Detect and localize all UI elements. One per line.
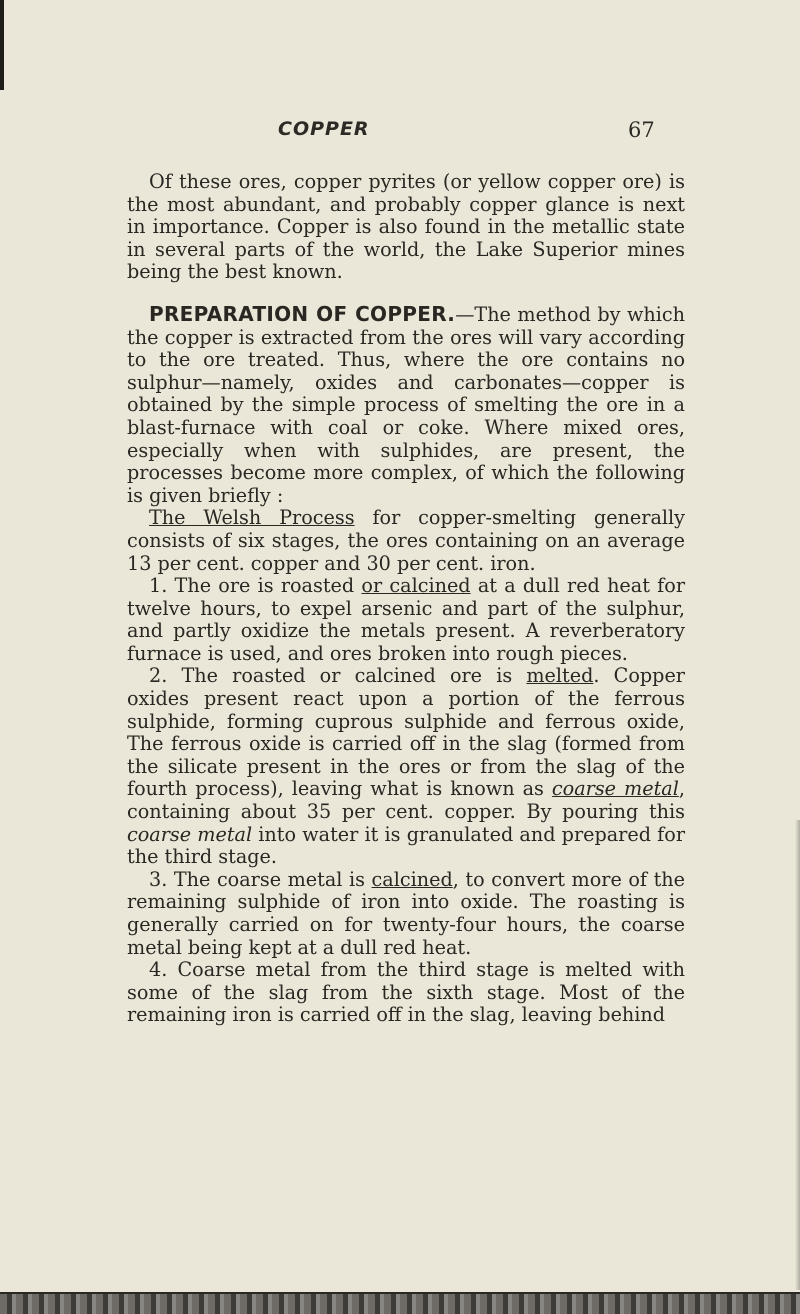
- term-welsh-process: The Welsh Process: [149, 506, 355, 530]
- step-text: . Copper oxides present react upon a portion of the ferrous sulphide, forming cuprous sulphide and ferrous oxide, The ferrous oxide is carried off in the slag (formed from the silicate present in the ores or from the slag of the fourth process), leaving what is known as: [127, 664, 685, 801]
- paragraph-welsh-text: for copper-smelting generally consists of six stages, the ores containing on an average 13 per cent. copper and 30 per cent. iron.: [127, 506, 685, 575]
- section-heading: PREPARATION OF COPPER.: [149, 301, 456, 326]
- page-edge-shadow-right: [795, 820, 800, 1290]
- step-number: 3.: [149, 867, 168, 891]
- step-number: 2.: [149, 664, 168, 688]
- step-text: , to convert more of the remaining sulphide of iron into oxide. The roasting is generally carried on for twenty-four hours, the coarse metal being kept at a dull red heat.: [127, 867, 685, 959]
- paragraph-ores: Of these ores, copper pyrites (or yellow copper ore) is the most abundant, and probably copper glance is next in importance. Copper is also found in the metallic state in several parts of the world, the Lake Superior mines being the best known.: [127, 170, 685, 284]
- step-text: into water it is granulated and prepared for the third stage.: [127, 822, 685, 869]
- step-text: at a dull red heat for twelve hours, to expel arsenic and part of the sulphur, and partly oxidize the metals present. A reverberatory furnace is used, and ores broken into rough pieces.: [127, 574, 685, 665]
- term-melted: melted: [526, 664, 594, 688]
- paragraph-preparation-text: —The method by which the copper is extracted from the ores will vary according to the ore treated. Thus, where the ore contains no sulphur—namely, oxides and carbonates—copper is obtained by the simple process of smelting the ore in a blast-furnace with coal or coke. Where mixed ores, especially when with sulphides, are present, the processes become more complex, of which the following is given briefly :: [127, 302, 686, 507]
- step-text: The ore is roasted: [167, 574, 362, 598]
- step-number: 4.: [149, 958, 168, 982]
- page-body: [127, 171, 685, 1027]
- term-coarse-metal-italic: coarse metal: [127, 822, 253, 846]
- page-number: 67: [628, 118, 655, 142]
- step-3: [127, 869, 685, 959]
- page-header: [0, 118, 800, 148]
- step-4: [127, 959, 685, 1027]
- paragraph-welsh-process: [127, 507, 685, 575]
- running-head: COPPER: [278, 118, 370, 140]
- step-text: The coarse metal is: [167, 867, 372, 891]
- paragraph-preparation: [127, 303, 685, 507]
- term-coarse-metal: coarse metal: [551, 777, 679, 801]
- page-edge-shadow: [0, 0, 4, 90]
- step-text: The roasted or calcined ore is: [167, 664, 527, 688]
- step-text: , containing about 35 per cent. copper. By pouring this: [127, 777, 685, 824]
- term-calcined: or calcined: [361, 574, 471, 598]
- term-calcined-2: calcined: [371, 867, 453, 891]
- step-text: Coarse metal from the third stage is melted with some of the slag from the sixth stage. Most of the remaining iron is carried off in the slag, leaving behind: [127, 958, 685, 1027]
- step-1: [127, 575, 685, 665]
- scan-footer-strip: [0, 1292, 800, 1314]
- step-number: 1.: [149, 574, 168, 598]
- step-2: [127, 665, 685, 868]
